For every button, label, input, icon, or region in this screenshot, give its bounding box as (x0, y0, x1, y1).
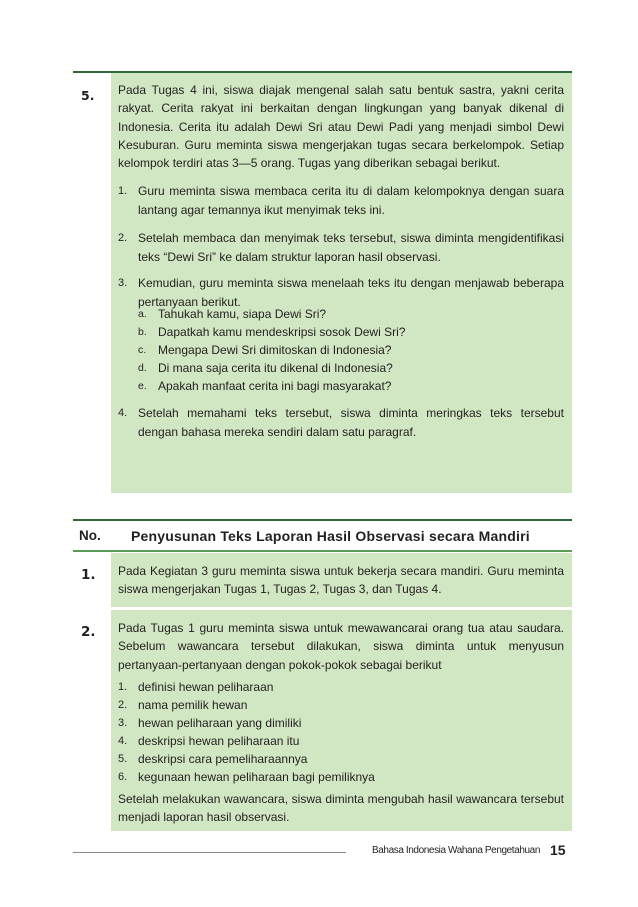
item-text: deskripsi cara pemeliharaannya (138, 752, 308, 766)
question-letter: a. (138, 308, 147, 320)
row-number: 1. (81, 567, 96, 583)
column-header-title: Penyusunan Teks Laporan Hasil Observasi secara Mandiri (131, 528, 530, 544)
item-number: 5. (118, 753, 128, 765)
row-2-outro: Setelah melakukan wawancara, siswa diminta mengubah hasil wawancara tersebut menjadi laporan hasil observasi. (118, 792, 564, 825)
row-2-intro: Pada Tugas 1 guru meminta siswa untuk mewawancarai orang tua atau saudara. Sebelum wawancara tersebut dilakukan, siswa diminta untuk menyusun pertanyaan-pertanyaan dengan pokok-pokok sebagai berikut (118, 621, 564, 672)
task-5-number: 5. (81, 88, 95, 103)
row-number: 2. (81, 624, 96, 640)
task-5-number-cell (73, 71, 111, 493)
item-text: nama pemilik hewan (138, 698, 248, 712)
step-text: Setelah membaca dan menyimak teks tersebut, siswa diminta mengidentifikasi teks “Dewi Sri” ke dalam struktur laporan hasil observasi. (138, 231, 564, 264)
item-number: 1. (118, 681, 128, 693)
question-text: Tahukah kamu, siapa Dewi Sri? (158, 307, 327, 321)
question-text: Dapatkah kamu mendeskripsi sosok Dewi Sri? (158, 325, 406, 339)
row-number-cell (73, 553, 111, 607)
row-number-cell (73, 610, 111, 831)
question-letter: e. (138, 380, 147, 392)
item-number: 6. (118, 771, 128, 783)
item-text: deskripsi hewan peliharaan itu (138, 734, 300, 748)
item-number: 4. (118, 735, 128, 747)
question-letter: c. (138, 344, 147, 356)
question-text: Mengapa Dewi Sri dimitoskan di Indonesia? (158, 343, 392, 357)
row-content-cell (111, 610, 572, 831)
step-number: 2. (118, 232, 128, 244)
step-text: Kemudian, guru meminta siswa menelaah teks itu dengan menjawab beberapa pertanyaan berikut. (138, 276, 564, 309)
step-number: 1. (118, 185, 128, 197)
table-header (73, 519, 572, 551)
row-content-cell (111, 553, 572, 607)
table-top-rule (73, 71, 572, 73)
footer-book-title: Bahasa Indonesia Wahana Pengetahuan (372, 845, 540, 856)
table-row (73, 610, 572, 831)
footer-rule (73, 852, 346, 853)
task-5-intro: Pada Tugas 4 ini, siswa diajak mengenal salah satu bentuk sastra, yakni cerita rakyat. Cerita rakyat ini berkaitan dengan lingkungan yang banyak dikenal di Indonesia. Cerita itu adalah Dewi Sri atau Dewi Padi yang menjadi simbol Dewi Kesuburan. Guru meminta siswa mengerjakan tugas secara berkelompok. Setiap kelompok terdiri atas 3—5 orang. Tugas yang diberikan sebagai berikut. (118, 83, 564, 171)
row-1-text: Pada Kegiatan 3 guru meminta siswa untuk bekerja secara mandiri. Guru meminta siswa mengerjakan Tugas 1, Tugas 2, Tugas 3, dan Tugas 4. (118, 564, 564, 597)
step-text: Guru meminta siswa membaca cerita itu di dalam kelompoknya dengan suara lantang agar temannya ikut menyimak teks ini. (138, 184, 564, 217)
question-letter: b. (138, 326, 147, 338)
table-row (73, 553, 572, 607)
question-text: Apakah manfaat cerita ini bagi masyarakat? (158, 379, 392, 393)
step-text: Setelah memahami teks tersebut, siswa diminta meringkas teks tersebut dengan bahasa mereka sendiri dalam satu paragraf. (138, 406, 564, 439)
header-bottom-rule (73, 550, 572, 552)
page-number: 15 (550, 842, 566, 858)
item-text: kegunaan hewan peliharaan bagi pemiliknya (138, 770, 375, 784)
task-5-row (73, 71, 572, 493)
table-top-rule (73, 519, 572, 521)
step-number: 4. (118, 407, 128, 419)
item-number: 2. (118, 699, 128, 711)
column-header-no: No. (79, 528, 101, 543)
question-letter: d. (138, 362, 147, 374)
task-5-content-cell (111, 71, 572, 493)
item-number: 3. (118, 717, 128, 729)
question-text: Di mana saja cerita itu dikenal di Indonesia? (158, 361, 393, 375)
item-text: definisi hewan peliharaan (138, 680, 274, 694)
item-text: hewan peliharaan yang dimiliki (138, 716, 302, 730)
row-separator (73, 607, 572, 609)
step-number: 3. (118, 277, 128, 289)
